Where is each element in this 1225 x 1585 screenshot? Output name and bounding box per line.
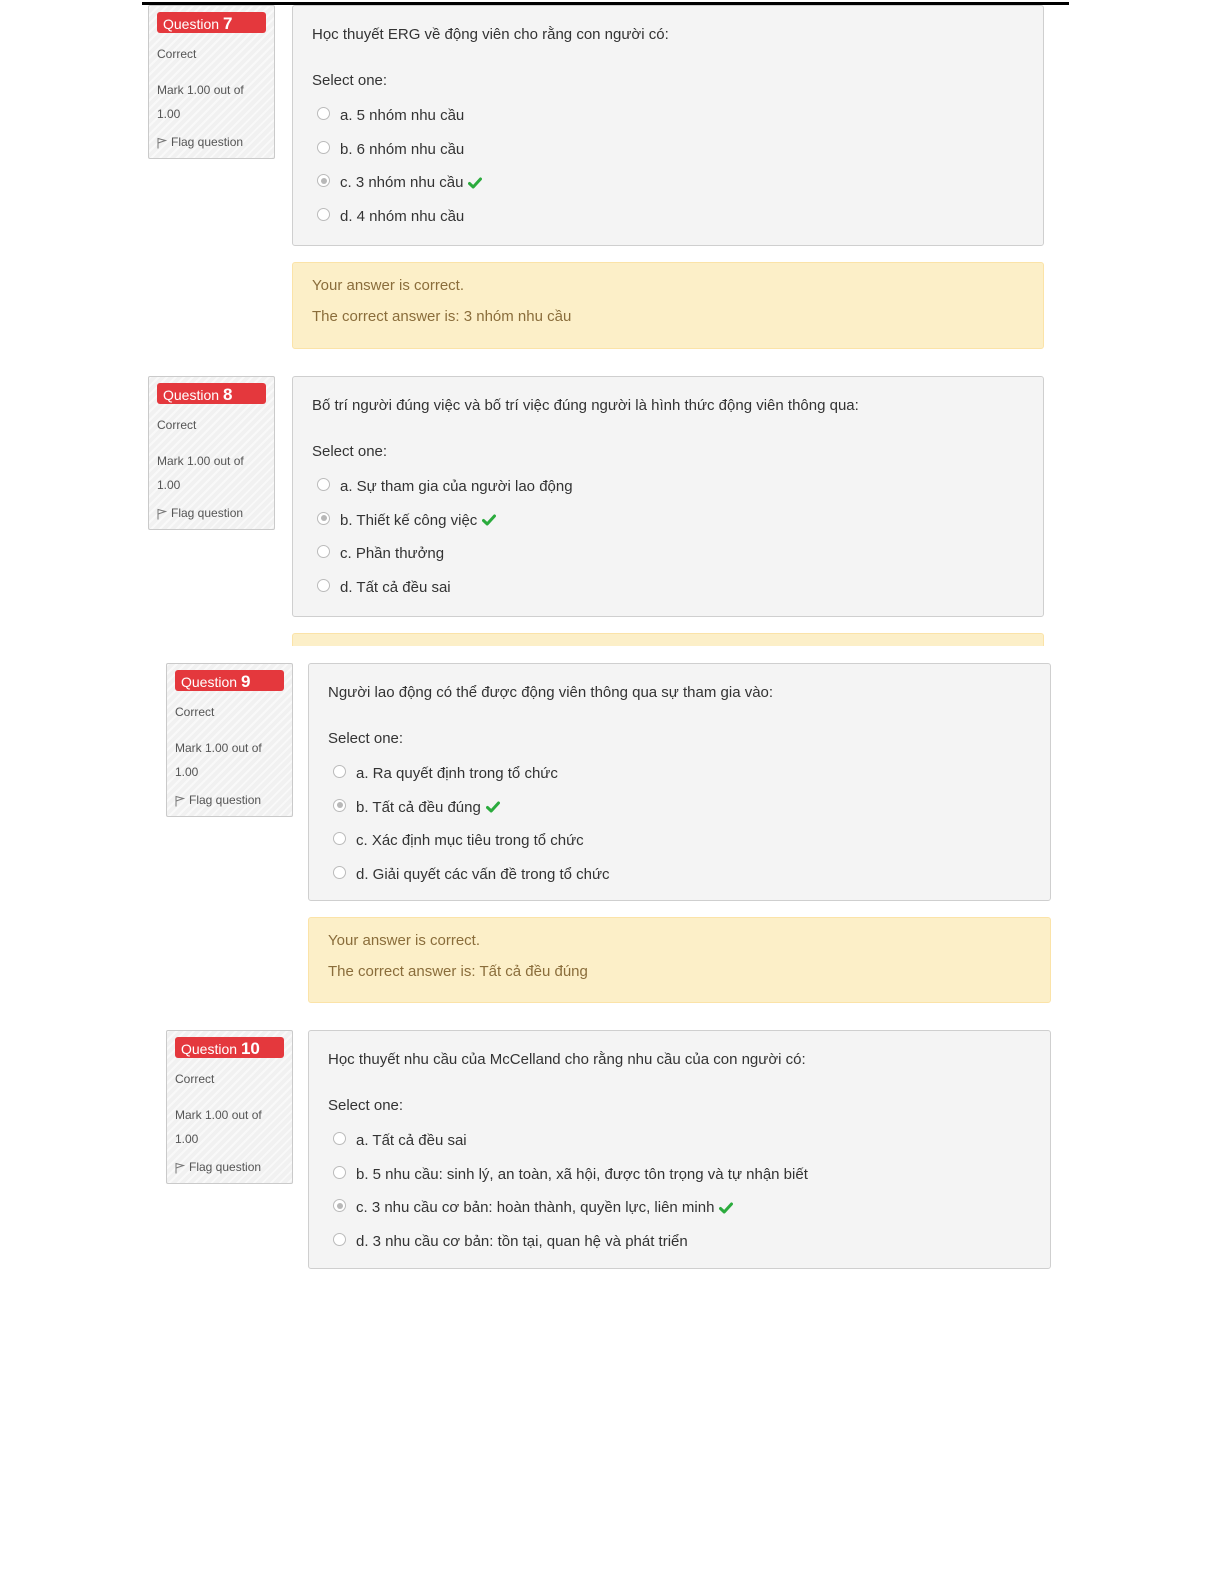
check-icon xyxy=(468,177,482,189)
flag-question-label: Flag question xyxy=(171,135,244,149)
answer-option[interactable] xyxy=(333,824,610,858)
flag-question-link[interactable] xyxy=(157,134,266,150)
answer-prompt: Select one: xyxy=(328,1097,404,1114)
question-grade: Mark 1.00 out of 1.00 xyxy=(175,741,262,779)
flag-icon xyxy=(175,1162,185,1174)
answer-option[interactable] xyxy=(317,537,573,571)
question-info xyxy=(148,5,275,159)
radio-button[interactable] xyxy=(317,545,330,558)
radio-button[interactable] xyxy=(333,799,346,812)
question-state: Correct xyxy=(157,47,197,61)
answer-feedback xyxy=(308,917,1051,1003)
radio-button[interactable] xyxy=(333,866,346,879)
question-text: Người lao động có thể được động viên thông qua sự tham gia vào: xyxy=(328,684,774,701)
option-label: b. Tất cả đều đúng xyxy=(356,798,481,816)
answer-option[interactable] xyxy=(333,858,610,892)
feedback-correct-answer: The correct answer is: Tất cả đều đúng xyxy=(328,963,588,980)
question-label: Question xyxy=(181,674,238,690)
option-label: d. Giải quyết các vấn đề trong tổ chức xyxy=(356,866,610,884)
question-text: Học thuyết ERG về động viên cho rằng con người có: xyxy=(312,26,669,43)
radio-button[interactable] xyxy=(317,141,330,154)
question-number-badge xyxy=(175,1037,284,1058)
radio-button[interactable] xyxy=(317,512,330,525)
question-label: Question xyxy=(163,16,220,32)
answer-prompt: Select one: xyxy=(312,72,388,89)
option-label: c. Phần thưởng xyxy=(340,545,445,563)
answer-option[interactable] xyxy=(317,166,482,200)
question-label: Question xyxy=(163,387,220,403)
flag-icon xyxy=(175,795,185,807)
answer-option[interactable] xyxy=(333,757,610,791)
flag-question-label: Flag question xyxy=(189,793,262,807)
option-label: a. Sự tham gia của người lao động xyxy=(340,478,573,496)
radio-button[interactable] xyxy=(333,1199,346,1212)
feedback-status: Your answer is correct. xyxy=(312,277,465,294)
answer-list xyxy=(333,1124,808,1258)
answer-feedback-cropped xyxy=(292,633,1044,646)
radio-button[interactable] xyxy=(317,478,330,491)
radio-button[interactable] xyxy=(333,832,346,845)
answer-option[interactable] xyxy=(317,470,573,504)
radio-button[interactable] xyxy=(317,208,330,221)
option-label: d. Tất cả đều sai xyxy=(340,579,451,597)
question-formulation xyxy=(308,1030,1051,1269)
answer-option[interactable] xyxy=(333,1191,808,1225)
question-text: Học thuyết nhu cầu của McCelland cho rằng nhu cầu của con người có: xyxy=(328,1051,806,1068)
check-icon xyxy=(719,1202,733,1214)
option-label: a. Tất cả đều sai xyxy=(356,1132,467,1150)
check-icon xyxy=(482,514,496,526)
answer-option[interactable] xyxy=(333,791,610,825)
answer-option[interactable] xyxy=(333,1158,808,1192)
option-label: d. 4 nhóm nhu cầu xyxy=(340,208,465,226)
question-number: 7 xyxy=(222,14,233,33)
option-label: a. Ra quyết định trong tổ chức xyxy=(356,765,558,783)
answer-option[interactable] xyxy=(333,1124,808,1158)
question-formulation xyxy=(292,5,1044,246)
question-grade: Mark 1.00 out of 1.00 xyxy=(175,1108,262,1146)
question-grade: Mark 1.00 out of 1.00 xyxy=(157,454,244,492)
question-state: Correct xyxy=(175,1072,215,1086)
flag-question-link[interactable] xyxy=(175,1159,284,1175)
flag-question-link[interactable] xyxy=(175,792,284,808)
option-label: c. 3 nhóm nhu cầu xyxy=(340,174,464,192)
answer-list xyxy=(317,99,482,233)
answer-option[interactable] xyxy=(333,1225,808,1259)
question-state: Correct xyxy=(175,705,215,719)
question-number-badge xyxy=(157,12,266,33)
option-label: b. 6 nhóm nhu cầu xyxy=(340,140,465,158)
answer-option[interactable] xyxy=(317,133,482,167)
option-label: a. 5 nhóm nhu cầu xyxy=(340,107,465,125)
question-number: 10 xyxy=(240,1039,260,1058)
question-info xyxy=(166,1030,293,1184)
feedback-status: Your answer is correct. xyxy=(328,932,481,949)
question-text: Bố trí người đúng việc và bố trí việc đúng người là hình thức động viên thông qua: xyxy=(312,397,859,414)
question-info xyxy=(166,663,293,817)
option-label: b. Thiết kế công việc xyxy=(340,511,478,529)
option-label: c. Xác định mục tiêu trong tổ chức xyxy=(356,832,584,850)
question-number-badge xyxy=(175,670,284,691)
answer-feedback xyxy=(292,262,1044,349)
option-label: d. 3 nhu cầu cơ bản: tồn tại, quan hệ và phát triển xyxy=(356,1233,688,1251)
radio-button[interactable] xyxy=(317,579,330,592)
question-formulation xyxy=(292,376,1044,617)
flag-question-link[interactable] xyxy=(157,505,266,521)
answer-option[interactable] xyxy=(317,200,482,234)
check-icon xyxy=(486,801,500,813)
radio-button[interactable] xyxy=(317,174,330,187)
flag-question-label: Flag question xyxy=(171,506,244,520)
radio-button[interactable] xyxy=(317,107,330,120)
answer-prompt: Select one: xyxy=(312,443,388,460)
radio-button[interactable] xyxy=(333,1132,346,1145)
radio-button[interactable] xyxy=(333,765,346,778)
answer-option[interactable] xyxy=(317,99,482,133)
answer-list xyxy=(333,757,610,891)
answer-option[interactable] xyxy=(317,571,573,605)
answer-list xyxy=(317,470,573,604)
question-number: 8 xyxy=(222,385,233,404)
question-info xyxy=(148,376,275,530)
answer-prompt: Select one: xyxy=(328,730,404,747)
flag-question-label: Flag question xyxy=(189,1160,262,1174)
option-label: c. 3 nhu cầu cơ bản: hoàn thành, quyền lực, liên minh xyxy=(356,1199,715,1217)
flag-icon xyxy=(157,137,167,149)
question-number: 9 xyxy=(240,672,251,691)
answer-option[interactable] xyxy=(317,504,573,538)
option-label: b. 5 nhu cầu: sinh lý, an toàn, xã hội, được tôn trọng và tự nhận biết xyxy=(356,1165,808,1183)
question-number-badge xyxy=(157,383,266,404)
radio-button[interactable] xyxy=(333,1233,346,1246)
question-formulation xyxy=(308,663,1051,901)
question-label: Question xyxy=(181,1041,238,1057)
question-grade: Mark 1.00 out of 1.00 xyxy=(157,83,244,121)
feedback-correct-answer: The correct answer is: 3 nhóm nhu cầu xyxy=(312,308,572,325)
flag-icon xyxy=(157,508,167,520)
radio-button[interactable] xyxy=(333,1166,346,1179)
question-state: Correct xyxy=(157,418,197,432)
